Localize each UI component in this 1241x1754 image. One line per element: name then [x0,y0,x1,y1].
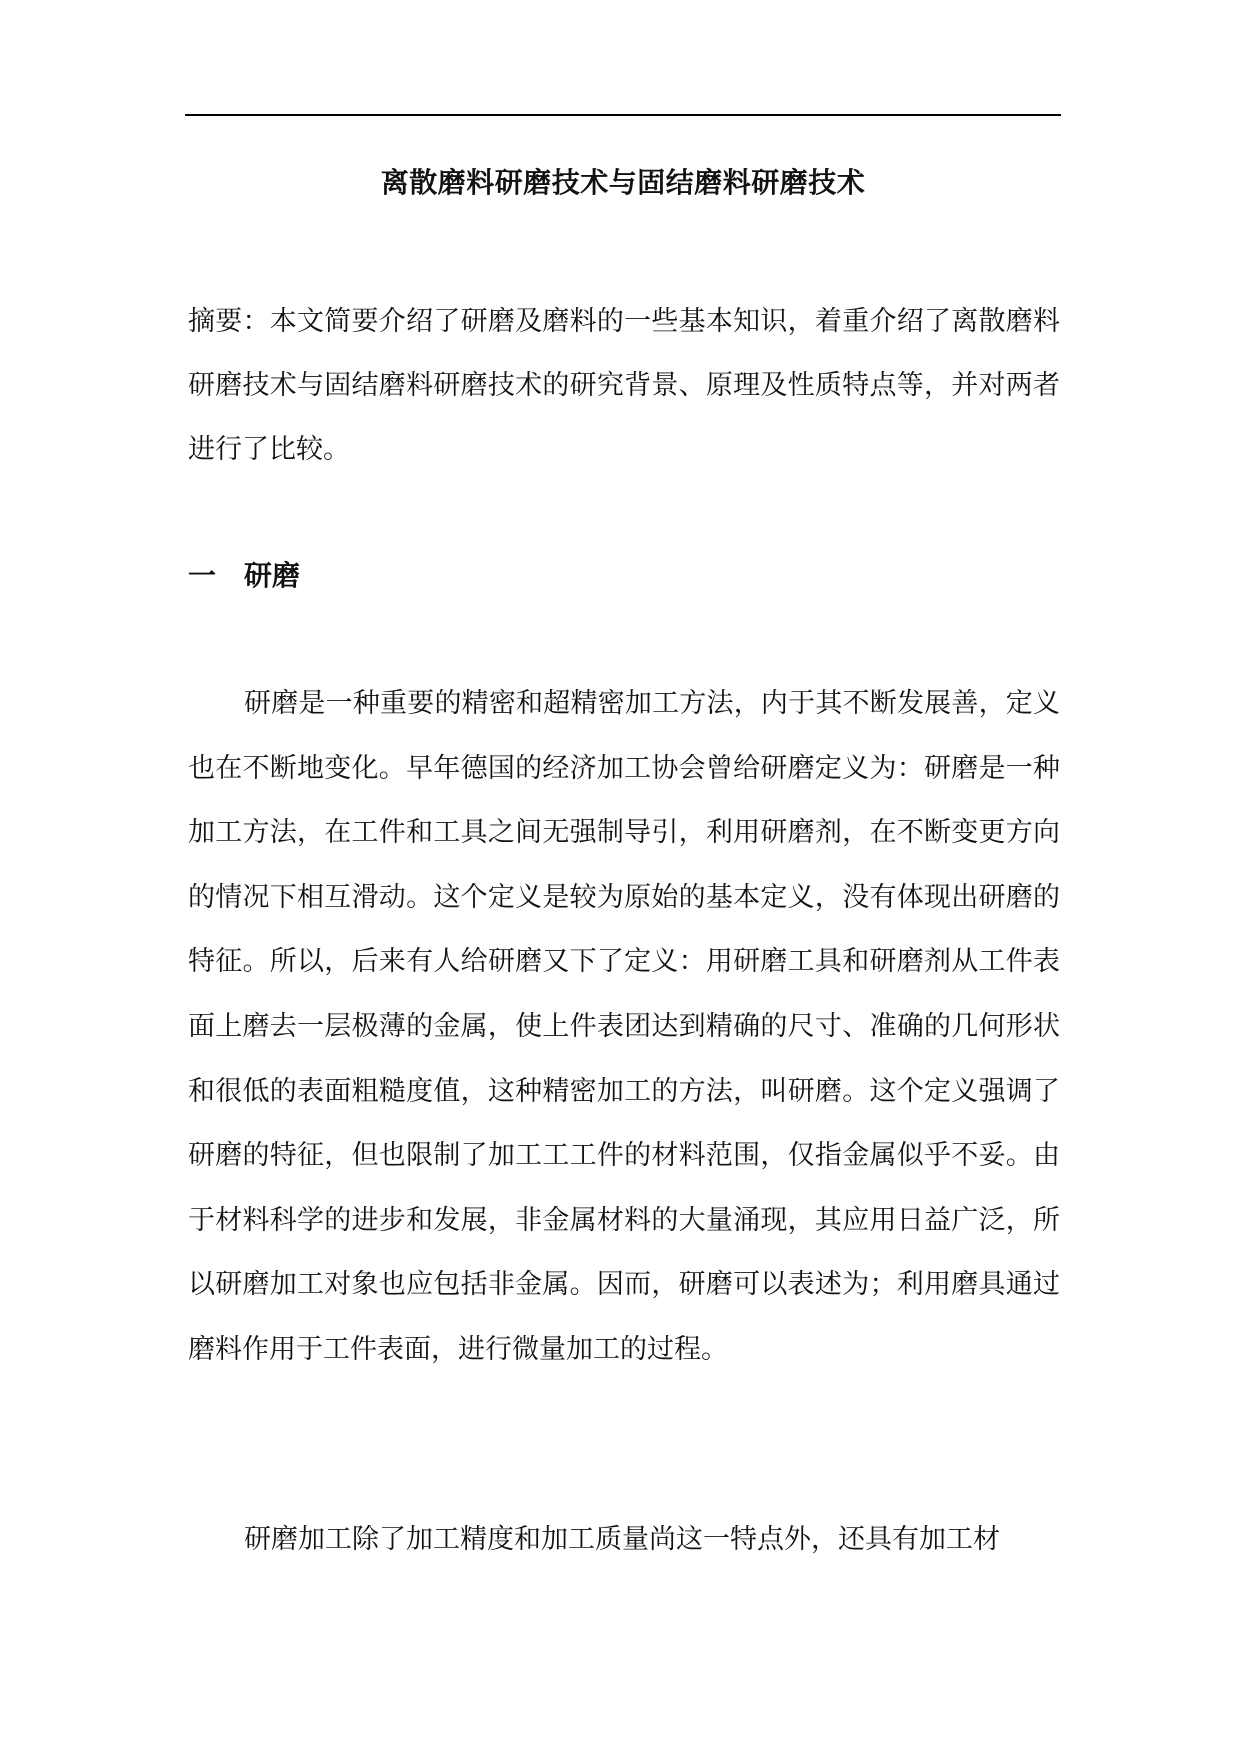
body-paragraph: 研磨是一种重要的精密和超精密加工方法，内于其不断发展善，定义也在不断地变化。早年德国的经济加工协会曾给研磨定义为：研磨是一种加工方法，在工件和工具之间无强制导引，利用研磨剂，在不断变更方向的情况下相互滑动。这个定义是较为原始的基本定义，没有体现出研磨的特征。所以，后来有人给研磨又下了定义：用研磨工具和研磨剂从工件表面上磨去一层极薄的金属，使上件表团达到精确的尺寸、准确的几何形状和很低的表面粗糙度值，这种精密加工的方法，叫研磨。这个定义强调了研磨的特征，但也限制了加工工工件的材料范围，仅指金属似乎不妥。由于材料科学的进步和发展，非金属材料的大量涌现，其应用日益广泛，所以研磨加工对象也应包括非金属。因而，研磨可以表述为；利用磨具通过磨料作用于工件表面，进行微量加工的过程。 [188,688,1060,1365]
body-paragraph: 研磨加工除了加工精度和加工质量尚这一特点外，还具有加工材 [244,1524,1000,1555]
document-title: 离散磨料研磨技术与固结磨料研磨技术 [380,166,866,199]
section-number: 一 [188,559,217,592]
section-heading [188,556,300,596]
abstract-paragraph: 摘要：本文简要介绍了研磨及磨料的一些基本知识，着重介绍了离散磨料研磨技术与固结磨料研磨技术的研究背景、原理及性质特点等，并对两者进行了比较。 [188,306,1060,465]
header-rule [185,114,1061,116]
section-title: 研磨 [244,559,301,592]
